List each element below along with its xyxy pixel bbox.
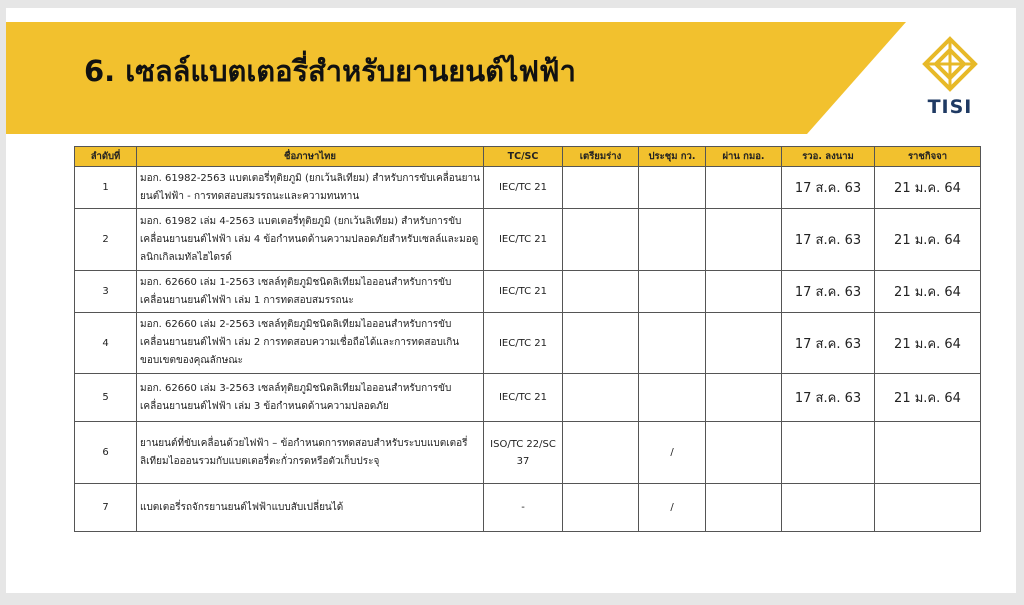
row-no: 3 bbox=[75, 271, 137, 313]
row-no: 6 bbox=[75, 422, 137, 484]
row-gazette bbox=[875, 484, 981, 532]
row-passed bbox=[706, 209, 782, 271]
slide bbox=[6, 8, 1016, 593]
row-meeting: / bbox=[639, 484, 706, 532]
row-signed: 17 ส.ค. 63 bbox=[782, 167, 875, 209]
row-no: 4 bbox=[75, 313, 137, 374]
row-prepare bbox=[563, 374, 639, 422]
row-tc: ISO/TC 22/SC 37 bbox=[484, 422, 563, 484]
row-no: 7 bbox=[75, 484, 137, 532]
table-row bbox=[75, 484, 981, 532]
row-tc: IEC/TC 21 bbox=[484, 374, 563, 422]
row-passed bbox=[706, 484, 782, 532]
table-row bbox=[75, 374, 981, 422]
row-name: มอก. 61982-2563 แบตเตอรี่ทุติยภูมิ (ยกเว้นลิเทียม) สำหรับการขับเคลื่อนยานยนต์ไฟฟ้า - การทดสอบสมรรถนะและความทนทาน bbox=[137, 167, 484, 209]
row-name: มอก. 61982 เล่ม 4-2563 แบตเตอรี่ทุติยภูมิ (ยกเว้นลิเทียม) สำหรับการขับเคลื่อนยานยนต์ไฟฟ้า เล่ม 4 ข้อกำหนดด้านความปลอดภัยสำหรับเซลล์และมอดูลนิกเกิลเมทัลไฮไดรด์ bbox=[137, 209, 484, 271]
row-passed bbox=[706, 271, 782, 313]
row-signed: 17 ส.ค. 63 bbox=[782, 374, 875, 422]
row-passed bbox=[706, 374, 782, 422]
table-header-row bbox=[75, 147, 981, 167]
row-tc: IEC/TC 21 bbox=[484, 271, 563, 313]
row-gazette: 21 ม.ค. 64 bbox=[875, 313, 981, 374]
table-row bbox=[75, 167, 981, 209]
header-tc: TC/SC bbox=[484, 147, 563, 167]
header-meeting: ประชุม กว. bbox=[639, 147, 706, 167]
header-passed: ผ่าน กมอ. bbox=[706, 147, 782, 167]
row-name: มอก. 62660 เล่ม 2-2563 เซลล์ทุติยภูมิชนิดลิเทียมไอออนสำหรับการขับเคลื่อนยานยนต์ไฟฟ้า เล่ม 2 การทดสอบความเชื่อถือได้และการทดสอบเกินขอบเขตของคุณลักษณะ bbox=[137, 313, 484, 374]
row-passed bbox=[706, 167, 782, 209]
row-passed bbox=[706, 313, 782, 374]
row-no: 1 bbox=[75, 167, 137, 209]
row-name: แบตเตอรี่รถจักรยานยนต์ไฟฟ้าแบบสับเปลี่ยนได้ bbox=[137, 484, 484, 532]
row-prepare bbox=[563, 271, 639, 313]
row-meeting bbox=[639, 313, 706, 374]
row-gazette: 21 ม.ค. 64 bbox=[875, 209, 981, 271]
row-tc: - bbox=[484, 484, 563, 532]
row-meeting bbox=[639, 271, 706, 313]
row-prepare bbox=[563, 167, 639, 209]
row-gazette: 21 ม.ค. 64 bbox=[875, 271, 981, 313]
row-meeting bbox=[639, 374, 706, 422]
slide-title: 6. เซลล์แบตเตอรี่สำหรับยานยนต์ไฟฟ้า bbox=[84, 54, 576, 88]
row-prepare bbox=[563, 422, 639, 484]
row-prepare bbox=[563, 209, 639, 271]
header-gazette: ราชกิจจา bbox=[875, 147, 981, 167]
row-tc: IEC/TC 21 bbox=[484, 167, 563, 209]
row-prepare bbox=[563, 313, 639, 374]
row-signed bbox=[782, 422, 875, 484]
header-name: ชื่อภาษาไทย bbox=[137, 147, 484, 167]
row-name: มอก. 62660 เล่ม 3-2563 เซลล์ทุติยภูมิชนิดลิเทียมไอออนสำหรับการขับเคลื่อนยานยนต์ไฟฟ้า เล่ม 3 ข้อกำหนดด้านความปลอดภัย bbox=[137, 374, 484, 422]
header-no: ลำดับที่ bbox=[75, 147, 137, 167]
row-no: 5 bbox=[75, 374, 137, 422]
row-name: มอก. 62660 เล่ม 1-2563 เซลล์ทุติยภูมิชนิดลิเทียมไอออนสำหรับการขับเคลื่อนยานยนต์ไฟฟ้า เล่ม 1 การทดสอบสมรรถนะ bbox=[137, 271, 484, 313]
row-name: ยานยนต์ที่ขับเคลื่อนด้วยไฟฟ้า – ข้อกำหนดการทดสอบสำหรับระบบแบตเตอรี่ลิเทียมไอออนรวมกับแบตเตอรี่ตะกั่วกรดหรือตัวเก็บประจุ bbox=[137, 422, 484, 484]
row-meeting bbox=[639, 209, 706, 271]
row-signed: 17 ส.ค. 63 bbox=[782, 271, 875, 313]
tisi-logo bbox=[918, 36, 982, 126]
tisi-logo-mark-icon bbox=[918, 36, 982, 94]
row-signed: 17 ส.ค. 63 bbox=[782, 209, 875, 271]
row-tc: IEC/TC 21 bbox=[484, 209, 563, 271]
header-prepare: เตรียมร่าง bbox=[563, 147, 639, 167]
row-passed bbox=[706, 422, 782, 484]
standards-table bbox=[74, 146, 981, 532]
tisi-logo-text: TISI bbox=[927, 96, 973, 118]
header-signed: รวอ. ลงนาม bbox=[782, 147, 875, 167]
row-tc: IEC/TC 21 bbox=[484, 313, 563, 374]
row-signed: 17 ส.ค. 63 bbox=[782, 313, 875, 374]
table-row bbox=[75, 313, 981, 374]
row-gazette bbox=[875, 422, 981, 484]
row-meeting bbox=[639, 167, 706, 209]
row-meeting: / bbox=[639, 422, 706, 484]
table-row bbox=[75, 209, 981, 271]
row-signed bbox=[782, 484, 875, 532]
table-row bbox=[75, 271, 981, 313]
row-no: 2 bbox=[75, 209, 137, 271]
table-row bbox=[75, 422, 981, 484]
row-gazette: 21 ม.ค. 64 bbox=[875, 167, 981, 209]
row-prepare bbox=[563, 484, 639, 532]
row-gazette: 21 ม.ค. 64 bbox=[875, 374, 981, 422]
